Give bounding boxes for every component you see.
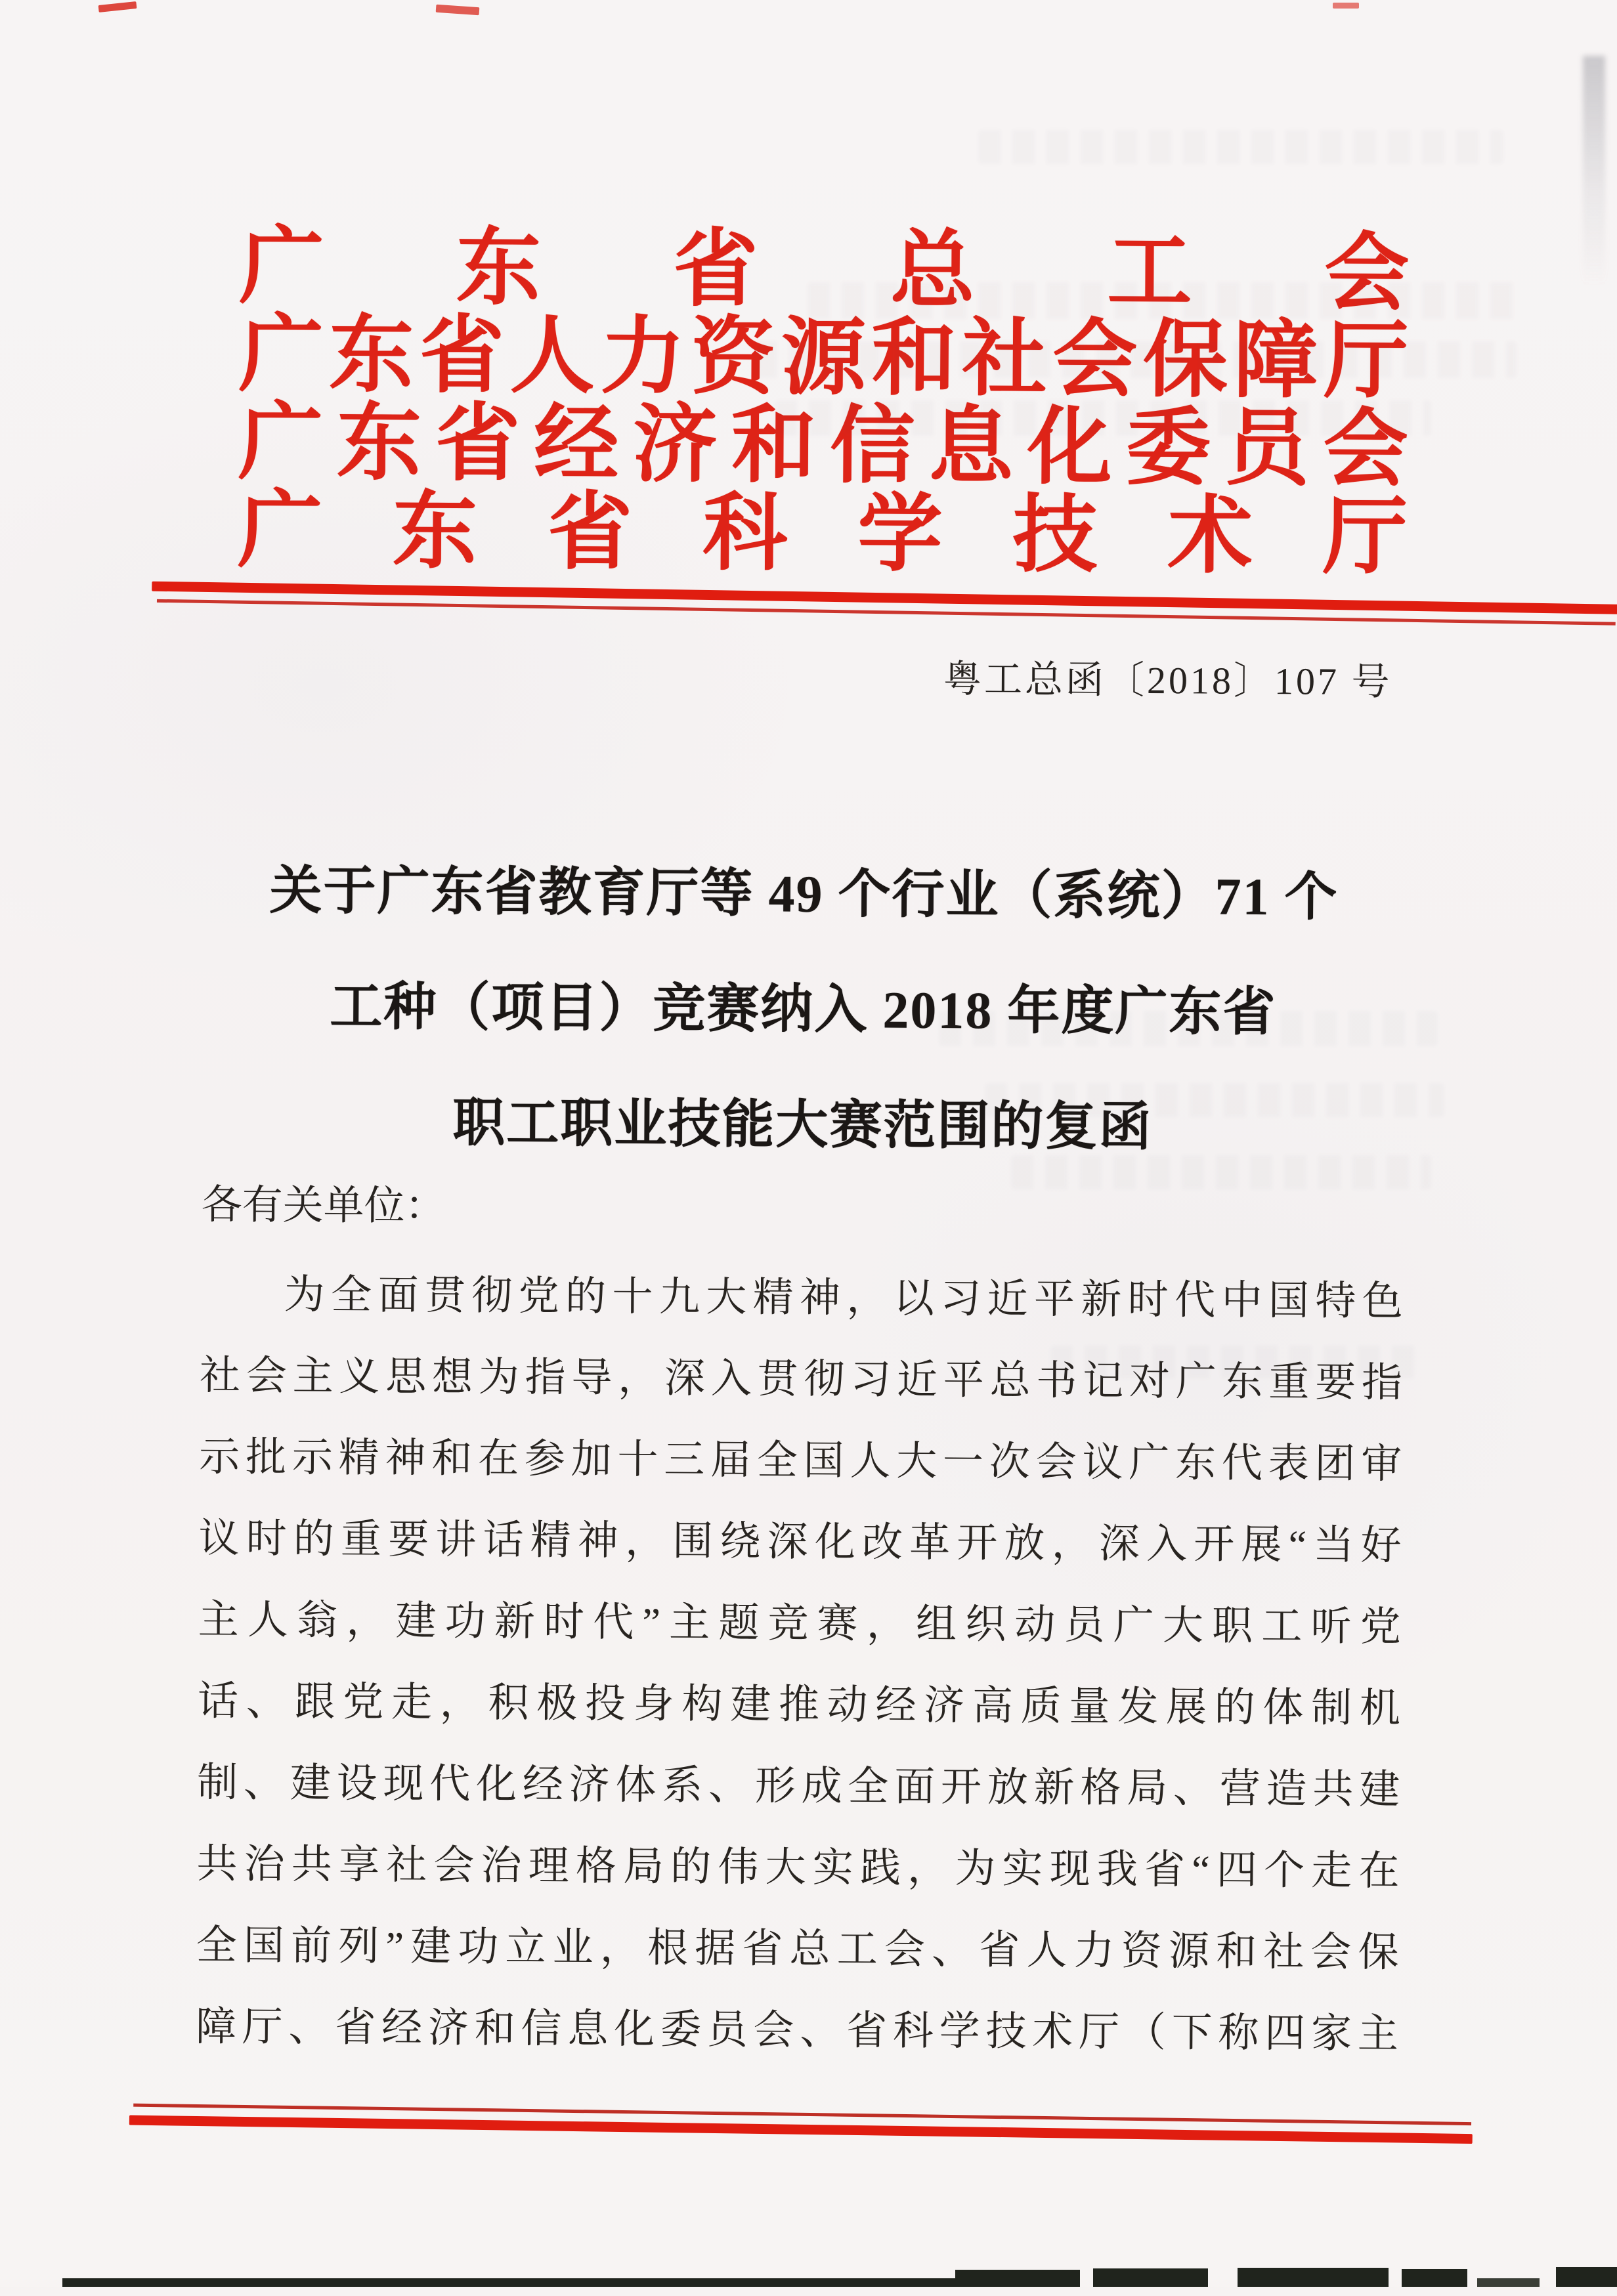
letterhead-character: 东 xyxy=(392,484,478,579)
scan-edge-segment xyxy=(1477,2278,1540,2287)
scan-edge-segment xyxy=(1402,2269,1467,2287)
title-line-2: 工种（项目）竞赛纳入 2018 年度广东省 xyxy=(330,978,1277,1042)
letterhead-character: 技 xyxy=(1012,488,1098,583)
letterhead-character: 厅 xyxy=(1324,314,1409,409)
body-line: 示批示精神和在参加十三届全国人大一次会议广东代表团审 xyxy=(199,1435,1402,1487)
letterhead-character: 息 xyxy=(928,399,1014,494)
scan-edge-segment xyxy=(1238,2268,1389,2287)
document-title xyxy=(191,833,1415,1187)
body-line: 为全面贯彻党的十九大精神，以习近平新时代中国特色 xyxy=(284,1272,1403,1325)
document-reference-number: 粤工总函〔2018〕107 号 xyxy=(943,658,1392,704)
letterhead-character: 人 xyxy=(509,309,595,404)
scan-edge-segment xyxy=(62,2278,955,2287)
letterhead-character: 术 xyxy=(1167,489,1253,584)
body-line: 社会主义思想为指导，深入贯彻习近平总书记对广东重要指 xyxy=(199,1353,1403,1406)
title-line-1: 关于广东省教育厅等 49 个行业（系统）71 个 xyxy=(269,862,1339,927)
letterhead-character: 信 xyxy=(829,398,915,494)
footer-divider-rule xyxy=(129,2104,1473,2144)
body-line: 话、跟党走，积极投身构建推动经济高质量发展的体制机 xyxy=(197,1679,1401,1732)
body-line: 制、建设现代化经济体系、形成全面开放新格局、营造共建 xyxy=(197,1760,1400,1813)
letterhead-org-line-4 xyxy=(237,483,1408,585)
letterhead-character: 和 xyxy=(871,311,957,406)
letterhead-character: 总 xyxy=(890,223,976,318)
bleed-through-artifact xyxy=(775,400,1431,436)
letterhead-character: 广 xyxy=(237,483,323,578)
letterhead-character: 会 xyxy=(1323,402,1409,497)
letterhead-character: 社 xyxy=(962,312,1047,407)
letterhead-character: 工 xyxy=(1107,224,1193,320)
letterhead-character: 东 xyxy=(328,308,414,403)
title-line-3: 职工职业技能大赛范围的复函 xyxy=(452,1094,1153,1157)
body-line: 议时的重要讲话精神，围绕深化改革开放，深入开展“当好 xyxy=(198,1516,1402,1569)
letterhead-character: 会 xyxy=(1052,312,1138,407)
letterhead-character: 省 xyxy=(547,485,633,580)
scan-edge-segment xyxy=(955,2270,1080,2287)
salutation: 各有关单位： xyxy=(201,1183,446,1229)
letterhead-character: 保 xyxy=(1142,312,1228,408)
letterhead-character: 经 xyxy=(534,397,619,492)
bleed-through-artifact xyxy=(1050,1346,1418,1378)
letterhead-character: 资 xyxy=(690,310,776,405)
body-line: 共治共享社会治理格局的伟大实践，为实现我省“四个走在 xyxy=(196,1842,1400,1894)
letterhead-character: 广 xyxy=(238,395,324,490)
scan-bottom-edge xyxy=(0,2267,1617,2287)
letterhead-character: 委 xyxy=(1125,400,1211,496)
scan-edge-segment xyxy=(1556,2267,1617,2287)
letterhead-character: 省 xyxy=(673,222,758,317)
bleed-through-artifact xyxy=(1011,1155,1431,1189)
body-line: 主人翁，建功新时代”主题竞赛，组织动员广大职工听党 xyxy=(198,1598,1401,1650)
letterhead-character: 济 xyxy=(632,398,718,492)
bleed-through-artifact xyxy=(985,1083,1444,1117)
letterhead-character: 东 xyxy=(336,396,422,491)
letterhead-character: 员 xyxy=(1224,401,1310,496)
letterhead-character: 和 xyxy=(731,398,817,493)
letterhead-character: 东 xyxy=(456,221,542,316)
divider-rule-thick xyxy=(152,582,1617,614)
letterhead-character: 省 xyxy=(419,308,505,403)
scan-edge-segment xyxy=(1093,2268,1208,2287)
letterhead-character: 省 xyxy=(435,396,521,492)
body-line: 障厅、省经济和信息化委员会、省科学技术厅（下称四家主 xyxy=(195,2005,1399,2057)
letterhead-character: 广 xyxy=(238,219,324,314)
letterhead-character: 障 xyxy=(1233,313,1319,408)
letterhead-character: 力 xyxy=(600,309,685,404)
bleed-through-artifact xyxy=(808,282,1517,319)
letterhead-character: 学 xyxy=(857,487,943,582)
letterhead-character: 厅 xyxy=(1322,490,1408,585)
letterhead-divider-rule xyxy=(152,582,1617,626)
letterhead-character: 源 xyxy=(781,310,867,406)
letterhead-character: 化 xyxy=(1027,400,1113,495)
body-line: 全国前列”建功立业，根据省总工会、省人力资源和社会保 xyxy=(196,1923,1399,1976)
letterhead-character: 科 xyxy=(702,486,788,581)
bleed-through-artifact xyxy=(939,1011,1438,1046)
scan-edge-streak xyxy=(1583,56,1605,286)
bleed-through-artifact xyxy=(755,341,1517,378)
bleed-through-artifact xyxy=(978,130,1503,164)
letterhead-character: 广 xyxy=(238,307,324,402)
red-ink-speck xyxy=(1333,3,1359,9)
letterhead-character: 会 xyxy=(1324,226,1410,321)
